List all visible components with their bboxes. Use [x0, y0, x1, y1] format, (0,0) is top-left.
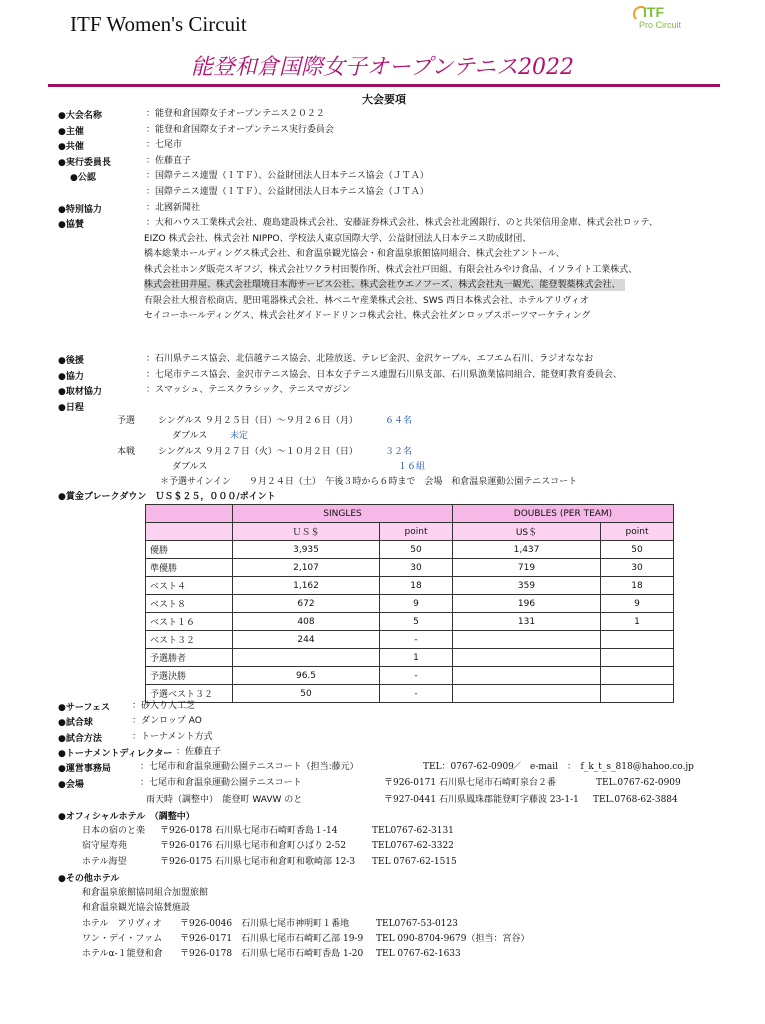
other-line-2: 和倉温泉観光協会協賛施設 [82, 903, 191, 913]
logo-text: ITF [643, 4, 664, 20]
prize-row [146, 685, 674, 703]
prize-cell-s-pt: - [380, 667, 453, 685]
prize-cell-s-usd: 96.5 [233, 667, 380, 685]
qual-singles: シングルス ９月２５日（日）～９月２６日（月） [158, 416, 358, 426]
info-label: ●公認 [70, 173, 96, 183]
prize-cell-round: 予選ベスト３２ [146, 685, 233, 703]
prize-cell-s-usd: 244 [233, 631, 380, 649]
singles-header: SINGLES [233, 505, 453, 523]
prize-cell-d-usd [453, 631, 601, 649]
info-label: ●試合球 [58, 718, 93, 728]
venue-2-address: 〒927-0441 石川県鳳珠郡能登町字藤波 23-1-1 [384, 795, 579, 805]
info-value: ：石川県テニス協会、北信越テニス協会、北陸放送、テレビ金沢、金沢ケーブル、エフエム石川、ラジオななお [146, 354, 594, 364]
prize-cell-d-pt: 18 [601, 577, 674, 595]
prize-row [146, 631, 674, 649]
prize-cell-d-pt [601, 649, 674, 667]
prize-cell-d-usd [453, 649, 601, 667]
other-hotel-tel: TEL 090-8704-9679（担当：宮谷） [376, 934, 530, 944]
other-hotel-name: ホテル アリヴィオ [82, 919, 162, 929]
prize-cell-s-pt: - [380, 631, 453, 649]
hotels-label: ●オフィシャルホテル （調整中） [58, 812, 195, 822]
prize-cell-s-usd: 672 [233, 595, 380, 613]
singles-point-header: point [380, 523, 453, 541]
office-sep: ／ [512, 762, 522, 772]
main-title: 能登和倉国際女子オープンテニス2022 [190, 55, 575, 80]
prize-cell-s-pt: - [380, 685, 453, 703]
info-value: ：大和ハウス工業株式会社、鹿島建設株式会社、安藤証券株式会社、株式会社北國銀行、のと共栄信用金庫、株式会社ロッテ、 [146, 218, 658, 228]
qual-label: 予選 [117, 416, 136, 426]
prize-row [146, 649, 674, 667]
prize-cell-d-usd: 1,437 [453, 541, 601, 559]
info-value: ：ダンロップ AO [132, 716, 202, 726]
venue-2: 雨天時（調整中） 能登町 WAVW のと [146, 795, 303, 805]
other-hotel-tel: TEL0767-53-0123 [376, 919, 458, 929]
qual-singles-count: ６４名 [385, 416, 413, 426]
other-hotel-address: 〒926-0046 石川県七尾市神明町１番地 [180, 919, 350, 929]
venue-1: ：七尾市和倉温泉運動公園テニスコート [140, 778, 302, 788]
prize-cell-s-usd: 50 [233, 685, 380, 703]
info-label: ●トーナメントディレクター [58, 749, 173, 759]
prize-cell-d-pt [601, 667, 674, 685]
prize-row [146, 595, 674, 613]
info-label: ●協力 [58, 372, 84, 382]
info-value: ：スマッシュ、テニスクラシック、テニスマガジン [146, 385, 351, 395]
qual-doubles-count: 未定 [230, 431, 249, 441]
sponsor-line: 橋本総業ホールディングス株式会社、和倉温泉観光協会・和倉温泉旅館協同組合、株式会社アントール、 [144, 249, 565, 259]
sponsor-line: 株式会社田井屋、株式会社環境日本海サービス公社、株式会社ウエノフーズ、株式会社丸一観光、能登製薬株式会社、 [144, 279, 625, 291]
prize-cell-round: 優勝 [146, 541, 233, 559]
hotel-address: 〒926-0176 石川県七尾市和倉町ひばり 2-52 [160, 841, 347, 851]
prize-cell-d-usd: 196 [453, 595, 601, 613]
info-label: ●実行委員長 [58, 158, 111, 168]
info-label: ●後援 [58, 356, 84, 366]
prize-cell-s-usd: 2,107 [233, 559, 380, 577]
info-value: ：国際テニス連盟（ＩＴＦ）、公益財団法人日本テニス協会（ＪＴＡ） [146, 171, 429, 181]
prize-table [145, 504, 674, 703]
main-singles-count: ３２名 [385, 447, 413, 457]
doubles-usd-header: US＄ [453, 523, 601, 541]
hotel-name: ホテル海望 [82, 857, 127, 867]
sub-title: 大会要項 [362, 93, 406, 106]
hotel-address: 〒926-0175 石川県七尾市和倉町和歌崎部 12-3 [160, 857, 356, 867]
prize-cell-s-usd: 1,162 [233, 577, 380, 595]
qual-doubles: ダブルス [172, 431, 208, 441]
other-hotel-name: ホテルα-１能登和倉 [82, 949, 163, 959]
hotel-name: 宿守屋寿苑 [82, 841, 128, 851]
sponsor-line: EIZO 株式会社、株式会社 NIPPO、学校法人東京国際大学、公益財団法人日本テニス助成財団、 [144, 234, 532, 244]
main-singles: シングルス ９月２７日（火）～１０月２日（日） [158, 447, 358, 457]
other-hotel-address: 〒926-0178 石川県七尾市石崎町香島 1-20 [180, 949, 364, 959]
info-value: ：能登和倉国際女子オープンテニス実行委員会 [146, 125, 334, 135]
title-rule [48, 84, 720, 87]
prize-cell-d-usd [453, 667, 601, 685]
venue-1-address: 〒926-0171 石川県七尾市石崎町泉台２番 [384, 778, 556, 788]
prize-cell-round: 予選勝者 [146, 649, 233, 667]
info-label: ●主催 [58, 127, 84, 137]
prize-cell-round: ベスト８ [146, 595, 233, 613]
info-label: ●サーフェス [58, 703, 110, 713]
prize-row [146, 559, 674, 577]
prize-cell-round: ベスト１６ [146, 613, 233, 631]
venue-2-tel: TEL.0768-62-3884 [593, 795, 678, 805]
sponsor-line: 株式会社ホンダ販売スギフジ、株式会社ワクラ村田製作所、株式会社戸田組、有限会社みやけ食品、イソライト工業株式、 [144, 265, 638, 275]
office-label: ●運営事務局 [58, 764, 111, 774]
info-value: ：北國新聞社 [146, 203, 201, 213]
prize-row [146, 667, 674, 685]
info-value: ：能登和倉国際女子オープンテニス２０２２ [146, 109, 325, 119]
office-email[interactable]: e-mail ： f_k_t_s_818@hahoo.co.jp [530, 762, 694, 772]
info-label: ●日程 [58, 403, 84, 413]
other-hotel-name: ワン・デイ・ファム [82, 934, 163, 944]
other-hotel-tel: TEL 0767-62-1633 [376, 949, 461, 959]
other-hotels-label: ●その他ホテル [58, 874, 120, 884]
main-doubles: ダブルス [172, 462, 208, 472]
prize-cell-s-pt: 1 [380, 649, 453, 667]
info-label: ●協賛 [58, 220, 84, 230]
info-value: ：トーナメント方式 [132, 732, 213, 742]
prize-cell-s-usd [233, 649, 380, 667]
sponsor-line: 有限会社大根音松商店、肥田電器株式会社、林ベニヤ産業株式会社、SWS 西日本株式会社、ホテルアリヴィオ [144, 296, 589, 306]
main-doubles-count: １６組 [398, 462, 426, 472]
doubles-header: DOUBLES (PER TEAM) [453, 505, 674, 523]
info-value: ：七尾市テニス協会、金沢市テニス協会、日本女子テニス連盟石川県支部、石川県漁業協同組合、能登町教育委員会、 [146, 370, 622, 380]
info-label: ●大会名称 [58, 111, 102, 121]
prize-cell-s-usd: 3,935 [233, 541, 380, 559]
prize-cell-round: ベスト３２ [146, 631, 233, 649]
info-value: ：七尾市 [146, 140, 183, 150]
office-tel: TEL：0767-62-0909 [423, 762, 514, 772]
venue-label: ●会場 [58, 780, 84, 790]
sponsor-line: セイコーホールディングス、株式会社ダイドードリンコ株式会社、株式会社ダンロップスポーツマーケティング [144, 311, 591, 321]
prize-cell-d-usd: 359 [453, 577, 601, 595]
prize-heading: ●賞金ブレークダウン ＵＳ＄２５，０００/ポイント [58, 492, 276, 502]
prize-cell-round: 予選決勝 [146, 667, 233, 685]
logo-subtext: Pro Circuit [639, 20, 682, 30]
prize-cell-round: 準優勝 [146, 559, 233, 577]
prize-cell-d-pt: 30 [601, 559, 674, 577]
info-value: ：佐藤直子 [176, 747, 222, 757]
hotel-tel: TEL0767-62-3131 [372, 826, 454, 836]
prize-row [146, 541, 674, 559]
prize-cell-s-pt: 18 [380, 577, 453, 595]
office-value: ：七尾市和倉温泉運動公園テニスコート（担当:藤元） [140, 762, 359, 772]
prize-cell-s-pt: 9 [380, 595, 453, 613]
prize-cell-d-usd: 131 [453, 613, 601, 631]
hotel-address: 〒926-0178 石川県七尾市石崎町香島１-14 [160, 826, 338, 836]
info-label: ●共催 [58, 142, 84, 152]
prize-cell-d-pt [601, 631, 674, 649]
prize-cell-d-pt: 1 [601, 613, 674, 631]
prize-row [146, 613, 674, 631]
info-label: ●試合方法 [58, 734, 102, 744]
doubles-point-header: point [601, 523, 674, 541]
qual-signin: ＊予選サインイン ９月２４日（土） 午後３時から６時まで 会場 和倉温泉運動公園テニスコート [160, 477, 578, 487]
itf-pro-circuit-logo [633, 4, 687, 34]
main-label: 本戦 [117, 447, 136, 457]
prize-cell-d-usd [453, 685, 601, 703]
prize-cell-s-pt: 50 [380, 541, 453, 559]
prize-cell-s-pt: 30 [380, 559, 453, 577]
info-value: ：佐藤直子 [146, 156, 192, 166]
prize-cell-d-pt: 9 [601, 595, 674, 613]
prize-subheader-row [146, 523, 674, 541]
info-label: ●取材協力 [58, 387, 102, 397]
info-value: ：砂入り人工芝 [132, 701, 196, 711]
prize-cell-round: ベスト４ [146, 577, 233, 595]
prize-cell-d-pt: 50 [601, 541, 674, 559]
prize-row [146, 577, 674, 595]
info-value: ：国際テニス連盟（ＩＴＦ）、公益財団法人日本テニス協会（ＪＴＡ） [146, 187, 429, 197]
prize-cell-s-usd: 408 [233, 613, 380, 631]
hotel-tel: TEL0767-62-3322 [372, 841, 454, 851]
hotel-tel: TEL 0767-62-1515 [372, 857, 457, 867]
singles-usd-header: ＵＳ＄ [233, 523, 380, 541]
venue-1-tel: TEL.0767-62-0909 [596, 778, 681, 788]
other-hotel-address: 〒926-0171 石川県七尾市石崎町乙部 19-9 [180, 934, 364, 944]
prize-header-row [146, 505, 674, 523]
prize-cell-d-usd: 719 [453, 559, 601, 577]
prize-cell-s-pt: 5 [380, 613, 453, 631]
hotel-name: 日本の宿のと楽 [82, 826, 146, 836]
circuit-title: ITF Women's Circuit [70, 12, 247, 36]
other-line-1: 和倉温泉旅館協同組合加盟旅館 [82, 888, 209, 898]
info-label: ●特別協力 [58, 205, 102, 215]
prize-cell-d-pt [601, 685, 674, 703]
